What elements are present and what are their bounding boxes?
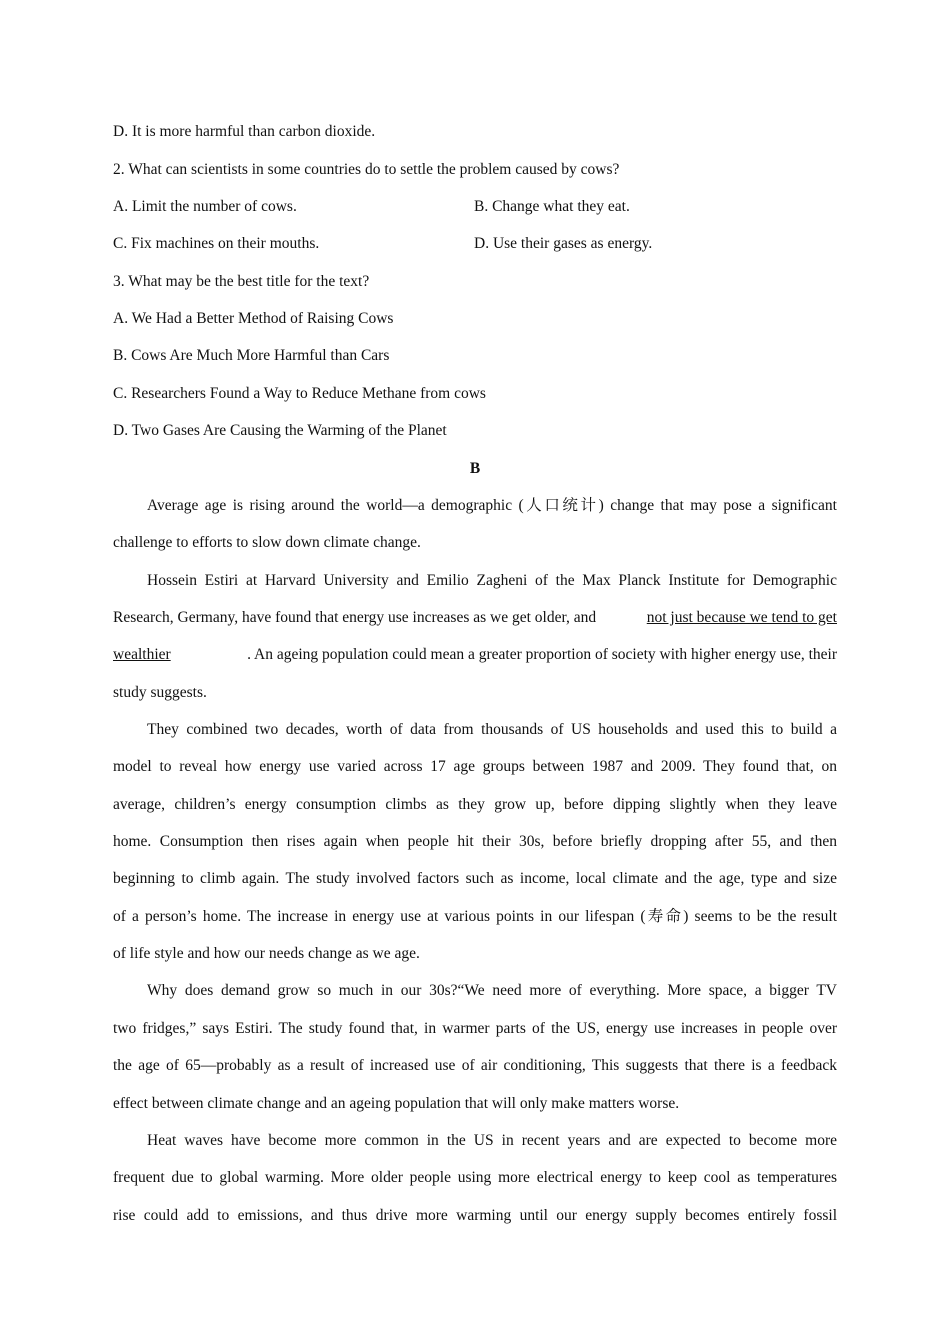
q2-option-d: D. Use their gases as energy. bbox=[474, 235, 653, 252]
paragraph-3-line: of life style and how our needs change as we age. bbox=[113, 945, 420, 962]
paragraph-4-line: the age of 65—probably as a result of increased use of air conditioning, This suggests that there is a feedback bbox=[113, 1057, 837, 1074]
paragraph-3-line: They combined two decades, worth of data from thousands of US households and used this to build a bbox=[147, 721, 837, 738]
question-3: 3. What may be the best title for the text? bbox=[113, 273, 370, 290]
paragraph-5-line: Heat waves have become more common in the US in recent years and are expected to become more bbox=[147, 1132, 837, 1149]
paragraph-3-line: home. Consumption then rises again when people hit their 30s, before briefly dropping after 55, and then bbox=[113, 833, 837, 850]
paragraph-1-line: Average age is rising around the world—a demographic (人口统计) change that may pose a significant bbox=[147, 497, 837, 514]
q1-option-d: D. It is more harmful than carbon dioxide. bbox=[113, 123, 376, 140]
q2-option-b: B. Change what they eat. bbox=[474, 198, 630, 215]
paragraph-4-line: effect between climate change and an ageing population that will only make matters worse. bbox=[113, 1095, 680, 1112]
paragraph-2-text: . An ageing population could mean a greater proportion of society with higher energy use, their bbox=[247, 646, 837, 663]
section-title: B bbox=[469, 460, 481, 477]
q3-option-d: D. Two Gases Are Causing the Warming of the Planet bbox=[113, 422, 447, 439]
q3-option-a: A. We Had a Better Method of Raising Cows bbox=[113, 310, 394, 327]
paragraph-5-line: rise could add to emissions, and thus drive more warming until our energy supply becomes entirely fossil bbox=[113, 1207, 837, 1224]
paragraph-5-line: frequent due to global warming. More older people using more electrical energy to keep cool as temperatures bbox=[113, 1169, 837, 1186]
paragraph-1-line: challenge to efforts to slow down climate change. bbox=[113, 534, 421, 551]
paragraph-3-line: model to reveal how energy use varied across 17 age groups between 1987 and 2009. They found that, on bbox=[113, 758, 837, 775]
q3-option-c: C. Researchers Found a Way to Reduce Methane from cows bbox=[113, 385, 486, 402]
question-2: 2. What can scientists in some countries do to settle the problem caused by cows? bbox=[113, 161, 620, 178]
paragraph-2-line: study suggests. bbox=[113, 684, 207, 701]
paragraph-2-line bbox=[113, 645, 837, 665]
paragraph-3-line: average, children’s energy consumption climbs as they grow up, before dipping slightly when they leave bbox=[113, 796, 837, 813]
paragraph-4-line: Why does demand grow so much in our 30s?“We need more of everything. More space, a bigger TV bbox=[147, 982, 837, 999]
q3-option-b: B. Cows Are Much More Harmful than Cars bbox=[113, 347, 390, 364]
underlined-phrase: not just because we tend to get bbox=[646, 609, 837, 626]
paragraph-3-line: beginning to climb again. The study involved factors such as income, local climate and the age, type and size bbox=[113, 870, 837, 887]
paragraph-4-line: two fridges,” says Estiri. The study found that, in warmer parts of the US, energy use increases in people over bbox=[113, 1020, 837, 1037]
q2-option-c: C. Fix machines on their mouths. bbox=[113, 235, 320, 252]
paragraph-2-text: Research, Germany, have found that energy use increases as we get older, and bbox=[113, 609, 597, 626]
paragraph-2-line bbox=[113, 608, 837, 628]
paragraph-3-line: of a person’s home. The increase in energy use at various points in our lifespan (寿命) seems to be the result bbox=[113, 908, 837, 925]
q2-option-a: A. Limit the number of cows. bbox=[113, 198, 297, 215]
underlined-phrase: wealthier bbox=[113, 646, 171, 663]
paragraph-2-line: Hossein Estiri at Harvard University and Emilio Zagheni of the Max Planck Institute for Demographic bbox=[147, 572, 837, 589]
